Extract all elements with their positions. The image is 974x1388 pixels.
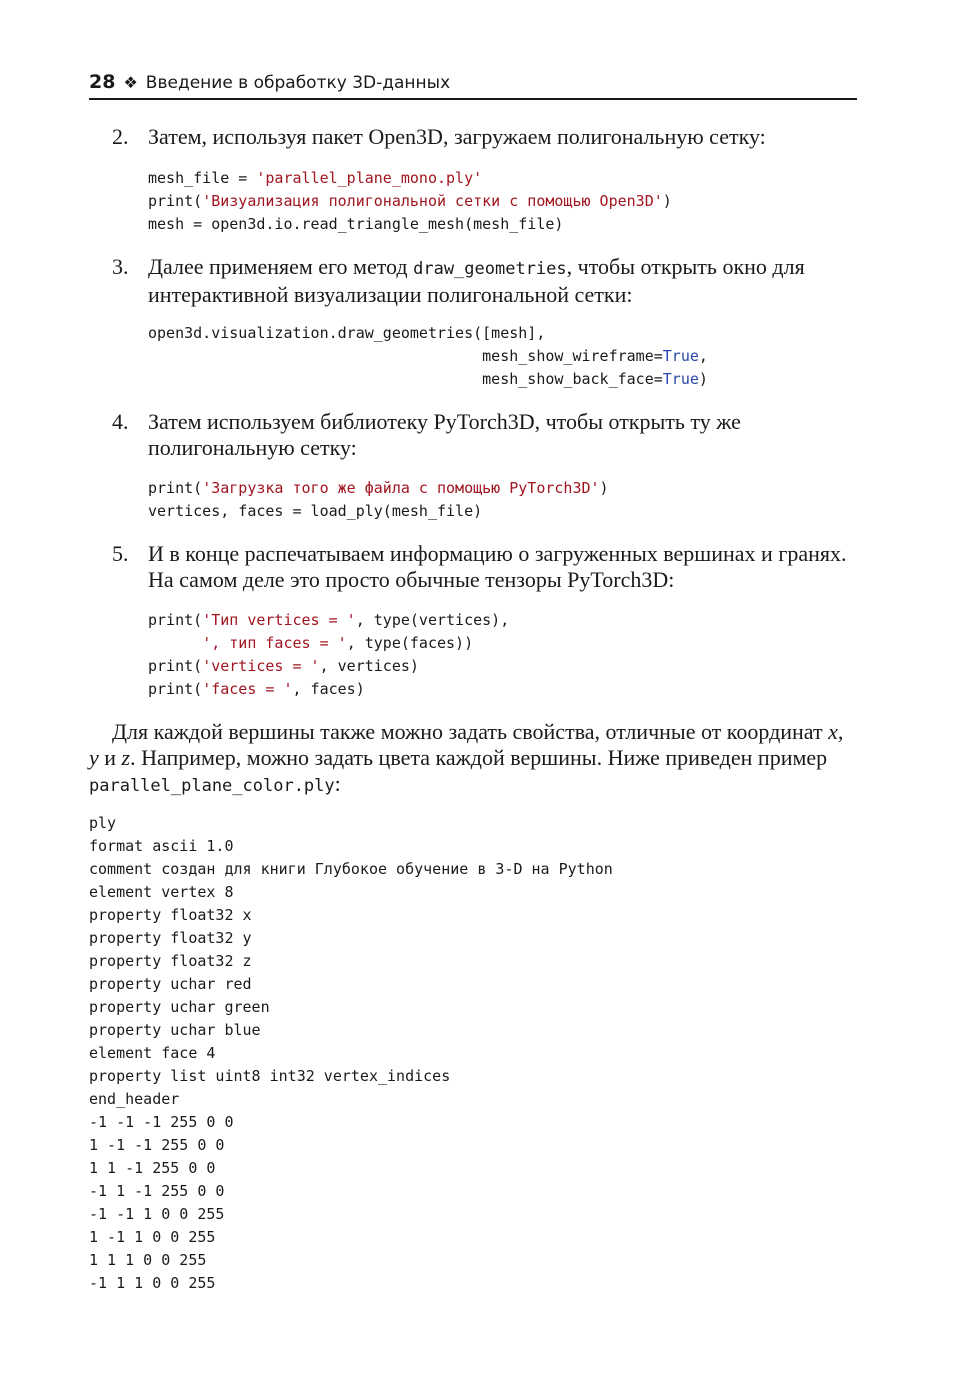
page-number: 28 — [89, 71, 116, 93]
listing-line: -1 -1 -1 255 0 0 — [89, 1113, 234, 1131]
step-text: Затем используем библиотеку PyTorch3D, чтобы открыть ту же полигональную сетку: — [148, 409, 741, 460]
listing-line: property uchar blue — [89, 1021, 261, 1039]
code-block-load-pytorch3d — [148, 477, 609, 523]
code-line: print('Загрузка того же файла с помощью PyTorch3D') — [148, 479, 609, 497]
diamond-ornament-icon: ❖ — [123, 73, 138, 92]
listing-line: -1 1 1 0 0 255 — [89, 1274, 216, 1292]
listing-line: element vertex 8 — [89, 883, 234, 901]
listing-line: 1 -1 1 0 0 255 — [89, 1228, 216, 1246]
listing-line: ply — [89, 814, 117, 832]
listing-line: end_header — [89, 1090, 180, 1108]
listing-line: -1 -1 1 0 0 255 — [89, 1205, 225, 1223]
code-block-print-tensors — [148, 609, 509, 701]
step-number: 2. — [112, 124, 129, 149]
listing-line: 1 1 1 0 0 255 — [89, 1251, 207, 1269]
inline-code-filename: parallel_plane_color.ply — [89, 776, 335, 796]
code-block-load-open3d — [148, 167, 672, 236]
code-line: print('faces = ', faces) — [148, 680, 365, 698]
listing-line: 1 1 -1 255 0 0 — [89, 1159, 216, 1177]
listing-line: format ascii 1.0 — [89, 837, 234, 855]
code-line: mesh_show_wireframe=True, — [148, 347, 708, 365]
step-text: И в конце распечатываем информацию о загруженных вершинах и гранях. На самом деле это просто обычные тензоры PyTorch3D: — [148, 541, 847, 592]
listing-line: property float32 x — [89, 906, 252, 924]
code-line: mesh_show_back_face=True) — [148, 370, 708, 388]
listing-line: -1 1 -1 255 0 0 — [89, 1182, 225, 1200]
ply-file-listing — [89, 812, 613, 1295]
listing-line: property list uint8 int32 vertex_indices — [89, 1067, 451, 1085]
running-header — [89, 70, 857, 100]
step-text: Далее применяем его метод draw_geometries, чтобы открыть окно для интерактивной визуализации полигональной сетки: — [148, 254, 805, 307]
inline-code: draw_geometries — [413, 259, 567, 279]
code-line: mesh_file = 'parallel_plane_mono.ply' — [148, 169, 483, 187]
code-line: print('Тип vertices = ', type(vertices), — [148, 611, 510, 629]
chapter-title: Введение в обработку 3D-данных — [145, 73, 451, 93]
listing-line: property float32 y — [89, 929, 252, 947]
code-line: open3d.visualization.draw_geometries([mesh], — [148, 324, 546, 342]
body-paragraph: Для каждой вершины также можно задать свойства, отличные от координат x, y и z. Например, можно задать цвета каждой вершины. Ниже приведен пример parallel_plane_color.ply: — [89, 719, 844, 796]
code-line: print('Визуализация полигональной сетки с помощью Open3D') — [148, 192, 672, 210]
code-block-draw-geometries — [148, 322, 708, 391]
code-line: ', тип faces = ', type(faces)) — [202, 634, 474, 652]
code-line: mesh = open3d.io.read_triangle_mesh(mesh_file) — [148, 215, 564, 233]
step-number: 5. — [112, 541, 129, 566]
listing-line: element face 4 — [89, 1044, 216, 1062]
step-number: 3. — [112, 254, 129, 279]
step-text: Затем, используя пакет Open3D, загружаем полигональную сетку: — [148, 124, 766, 149]
listing-line: property uchar red — [89, 975, 252, 993]
listing-line: comment создан для книги Глубокое обучение в 3-D на Python — [89, 860, 613, 878]
listing-line: property uchar green — [89, 998, 270, 1016]
listing-line: property float32 z — [89, 952, 252, 970]
code-line: print('vertices = ', vertices) — [148, 657, 419, 675]
code-line: vertices, faces = load_ply(mesh_file) — [148, 502, 483, 520]
listing-line: 1 -1 -1 255 0 0 — [89, 1136, 225, 1154]
step-number: 4. — [112, 409, 129, 434]
